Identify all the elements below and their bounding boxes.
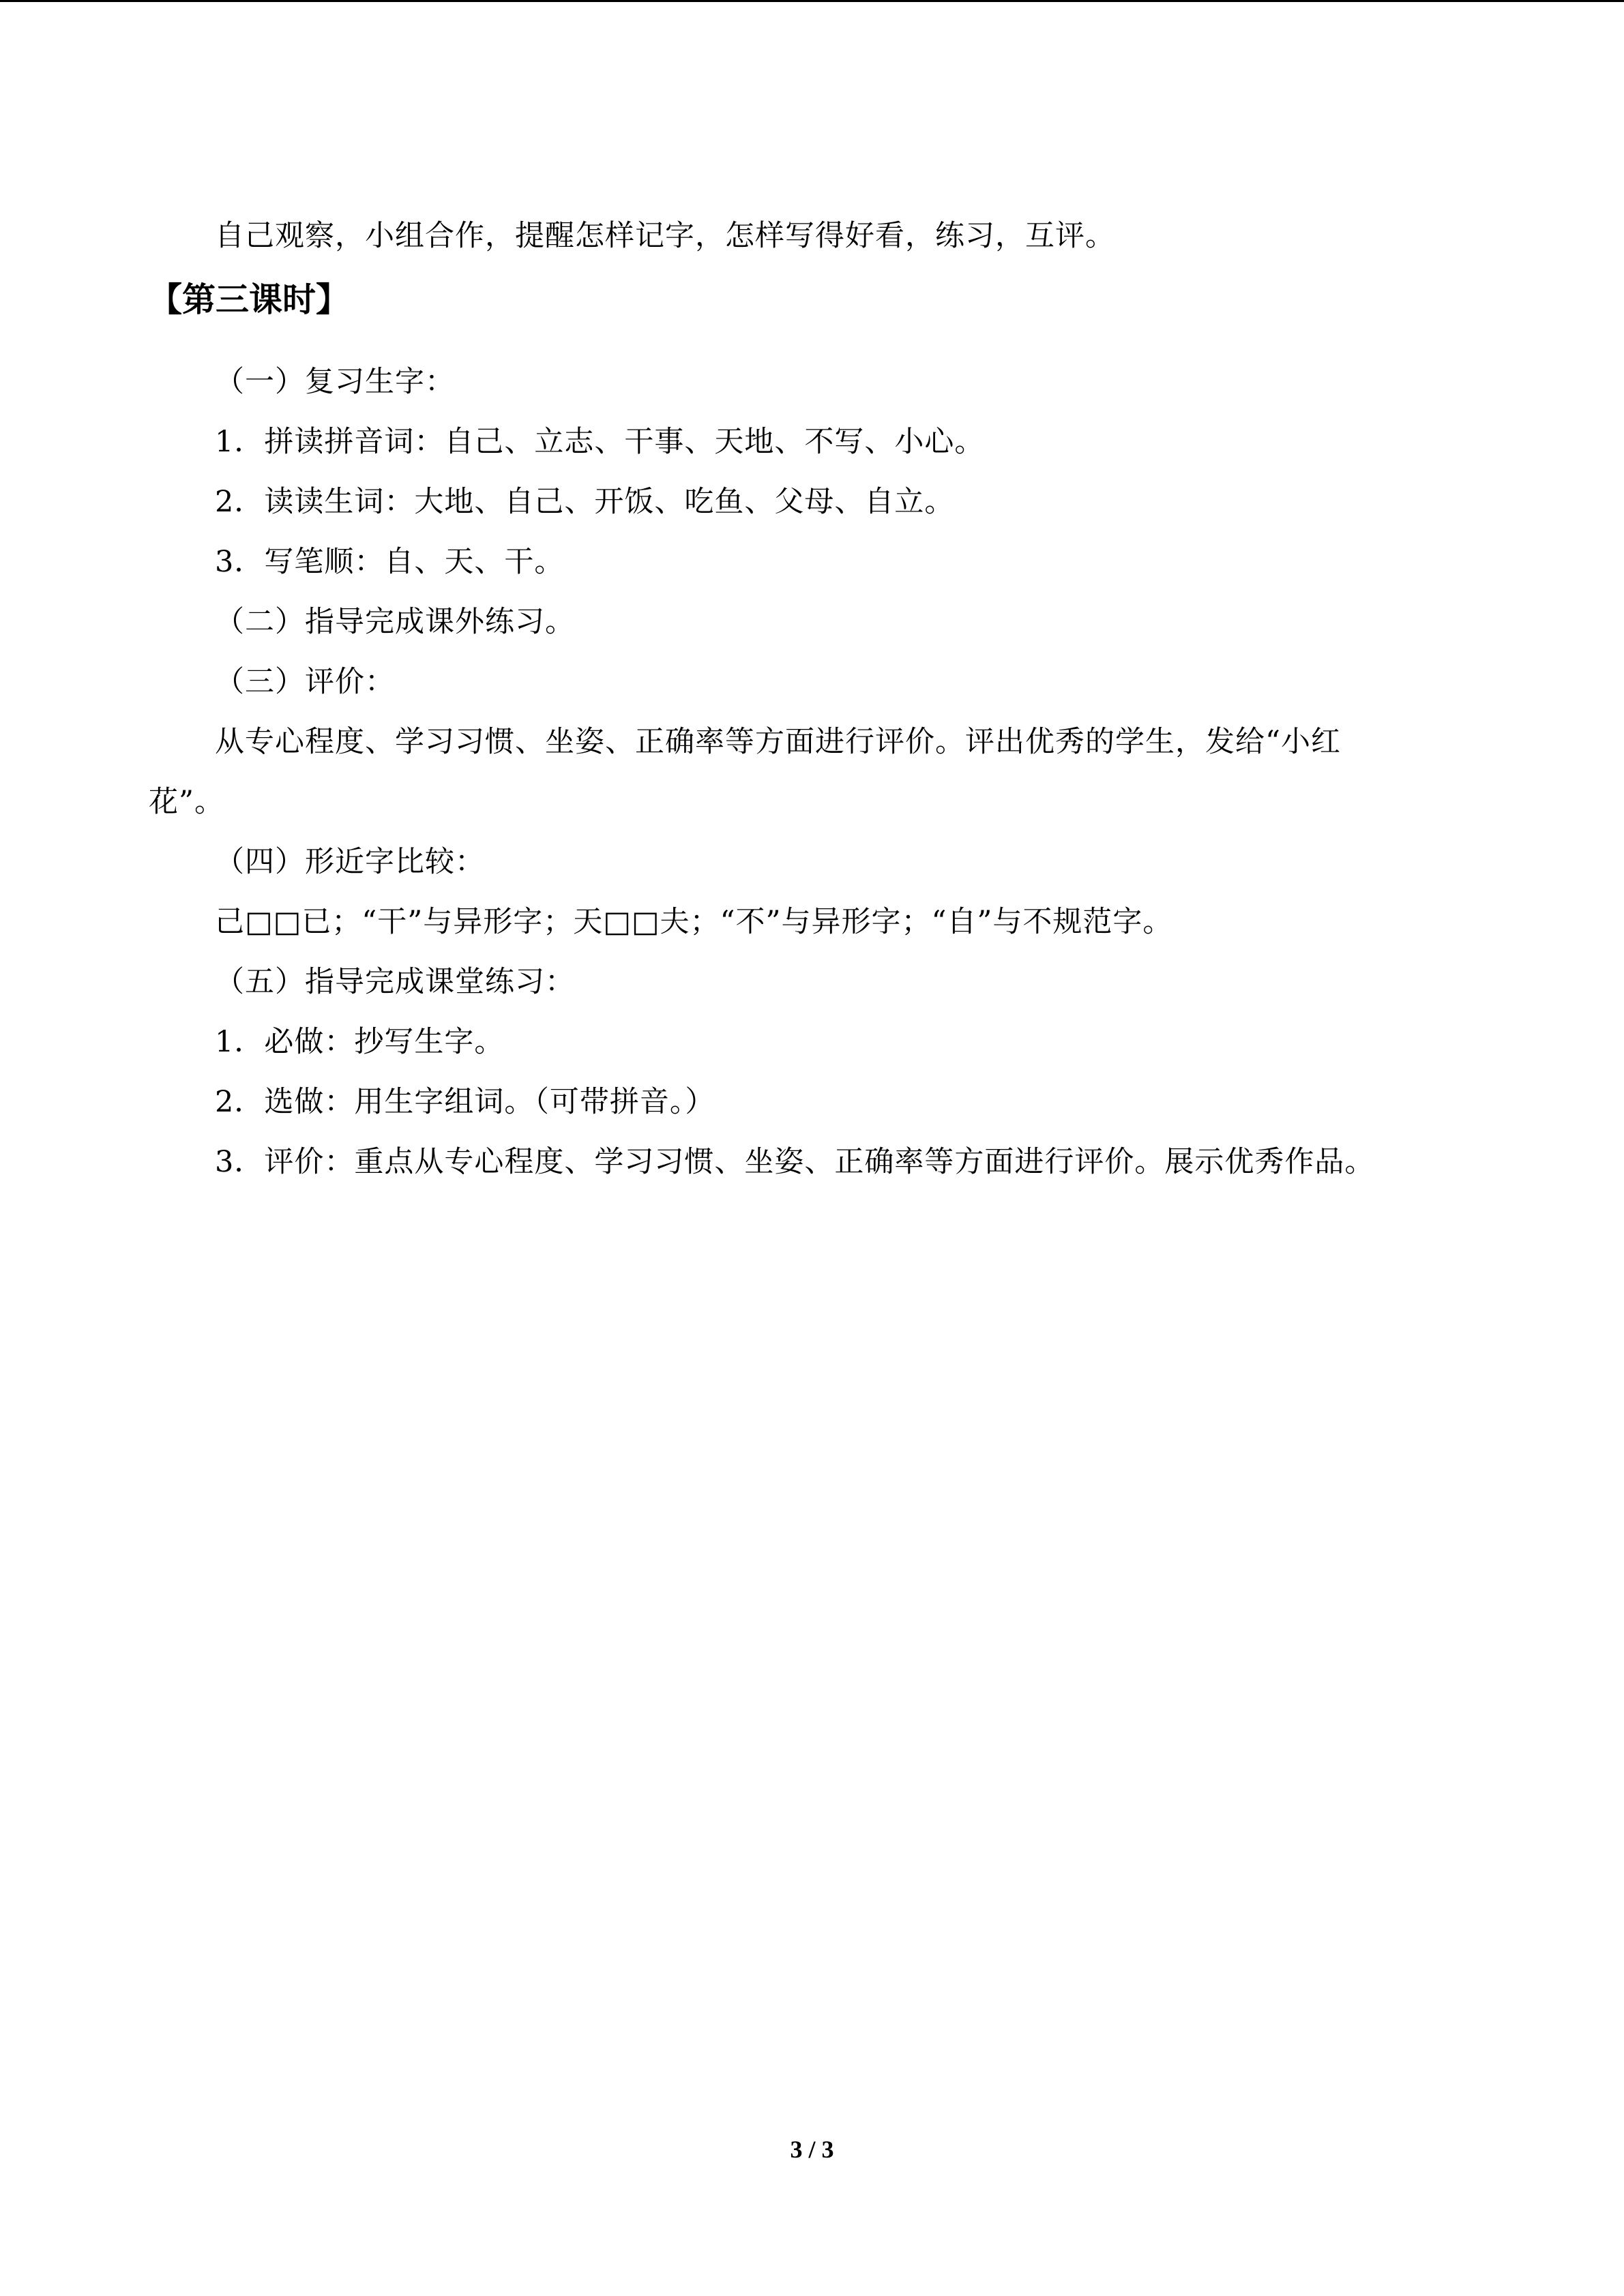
list-item: 1．拼读拼音词：自己、立志、干事、天地、不写、小心。	[215, 425, 985, 459]
subsection-classwork: （五）指导完成课堂练习：	[215, 965, 575, 999]
paragraph-line: 己□□已；“干”与异形字；天□□夫；“不”与异形字；“自”与不规范字。	[215, 905, 1173, 939]
list-item: 2．读读生词：大地、自己、开饭、吃鱼、父母、自立。	[215, 485, 955, 519]
subsection-homework: （二）指导完成课外练习。	[215, 605, 575, 639]
subsection-comparison: （四）形近字比较：	[215, 845, 485, 879]
intro-line: 自己观察，小组合作，提醒怎样记字，怎样写得好看，练习，互评。	[215, 219, 1115, 253]
list-item: 3．评价：重点从专心程度、学习习惯、坐姿、正确率等方面进行评价。展示优秀作品。	[215, 1145, 1375, 1179]
subsection-review: （一）复习生字：	[215, 365, 455, 399]
subsection-evaluation: （三）评价：	[215, 665, 395, 699]
paragraph-line: 从专心程度、学习习惯、坐姿、正确率等方面进行评价。评出优秀的学生，发给“小红	[215, 725, 1341, 759]
page-number: 3 / 3	[790, 2136, 834, 2163]
list-item: 3．写笔顺：自、天、干。	[215, 545, 565, 579]
paragraph-line: 花”。	[149, 785, 224, 819]
list-item: 1．必做：抄写生字。	[215, 1025, 505, 1059]
section-heading: 【第三课时】	[149, 280, 350, 319]
list-item: 2．选做：用生字组词。（可带拼音。）	[215, 1085, 715, 1119]
